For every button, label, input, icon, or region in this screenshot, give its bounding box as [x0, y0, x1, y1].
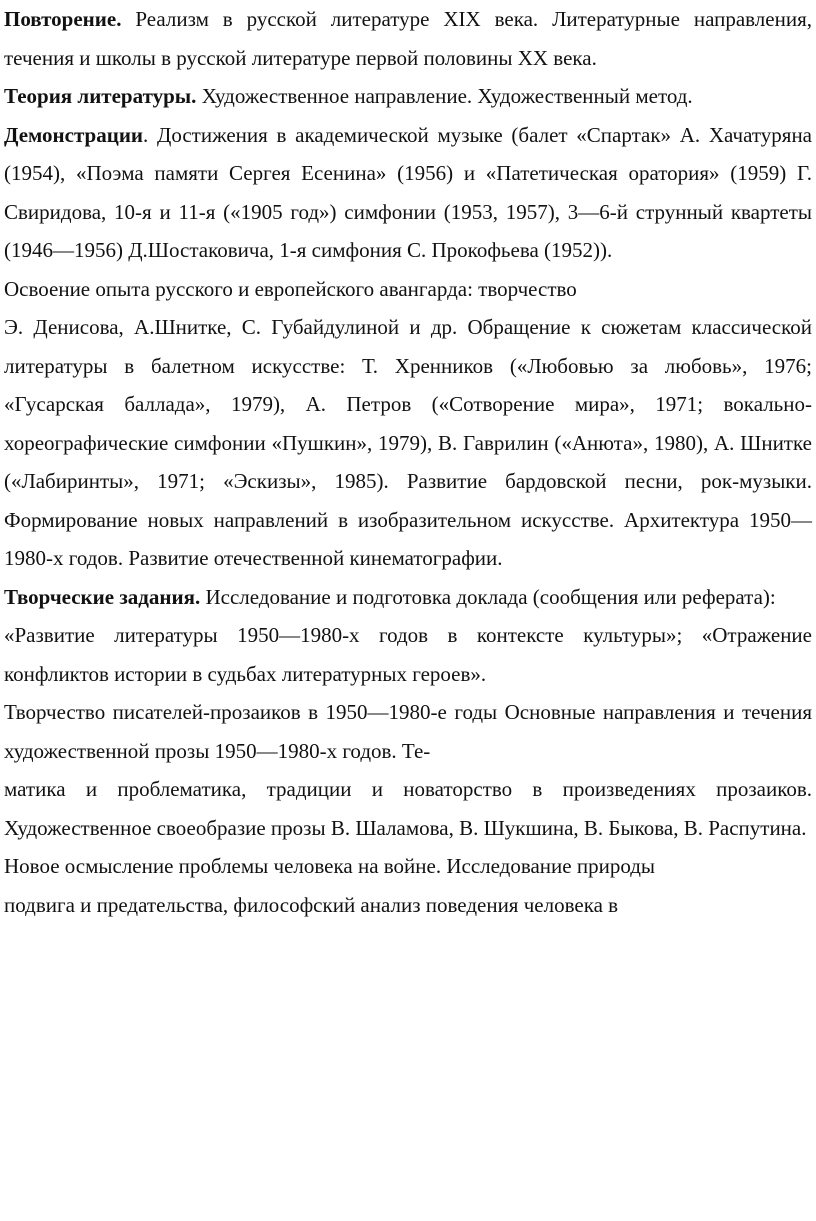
paragraph-avant-garde: Освоение опыта русского и европейского авангарда: творчество — [4, 276, 577, 301]
paragraph-theory — [4, 77, 812, 116]
review-text: Реализм в русской литературе XIX века. Литературные направления, течения и школы в русской литературе первой половины XX века. — [4, 7, 812, 70]
war-theme-line-2: подвига и предательства, философский анализ поведения человека в — [4, 892, 619, 917]
paragraph-prose-themes: матика и проблематика, традиции и новаторство в произведениях прозаиков. Художественное своеобразие прозы В. Шаламова, В. Шукшина, В. Быкова, В. Распутина. — [4, 777, 812, 840]
paragraph-demonstrations — [4, 116, 812, 270]
paragraph-prose-writers: Творчество писателей-прозаиков в 1950—1980-е годы Основные направления и течения художественной прозы 1950—1980-х годов. Те- — [4, 700, 812, 763]
theory-heading: Теория литературы. — [4, 84, 197, 108]
paragraph-war-theme — [4, 847, 812, 924]
creative-tasks-text: Исследование и подготовка доклада (сообщения или реферата): — [200, 584, 776, 609]
paragraph-review — [4, 0, 812, 77]
war-theme-line-1: Новое осмысление проблемы человека на войне. Исследование природы — [4, 854, 656, 878]
demonstrations-heading: Демонстрации — [4, 122, 144, 147]
paragraph-creative-tasks — [4, 578, 812, 617]
creative-tasks-heading: Творческие задания. — [4, 584, 201, 609]
paragraph-topics: «Развитие литературы 1950—1980-х годов в контексте культуры»; «Отражение конфликтов истории в судьбах литературных героев». — [4, 623, 812, 686]
theory-text: Художественное направление. Художественный метод. — [196, 84, 693, 108]
demonstrations-text: . Достижения в академической музыке (балет «Спартак» А. Хачатуряна (1954), «Поэма памяти Сергея Есенина» (1956) и «Патетическая оратория» (1959) Г. Свиридова, 10-я и 11-я («1905 год») симфонии (1953, 1957), 3—6-й струнный квартеты (1946—1956) Д.Шостаковича, 1-я симфония С. Прокофьева (1952)). — [4, 122, 812, 262]
paragraph-composers: Э. Денисова, А.Шнитке, С. Губайдулиной и др. Обращение к сюжетам классической литературы в балетном искусстве: Т. Хренников («Любовью за любовь», 1976; «Гусарская баллада», 1979), А. Петров («Сотворение мира», 1971; вокально-хореографические симфонии «Пушкин», 1979), В. Гаврилин («Анюта», 1980), А. Шнитке («Лабиринты», 1971; «Эскизы», 1985). Развитие бардовской песни, рок-музыки. Формирование новых направлений в изобразительном искусстве. Архитектура 1950— 1980-х годов. Развитие отечественной кинематографии. — [4, 315, 812, 570]
review-heading: Повторение. — [4, 7, 122, 31]
